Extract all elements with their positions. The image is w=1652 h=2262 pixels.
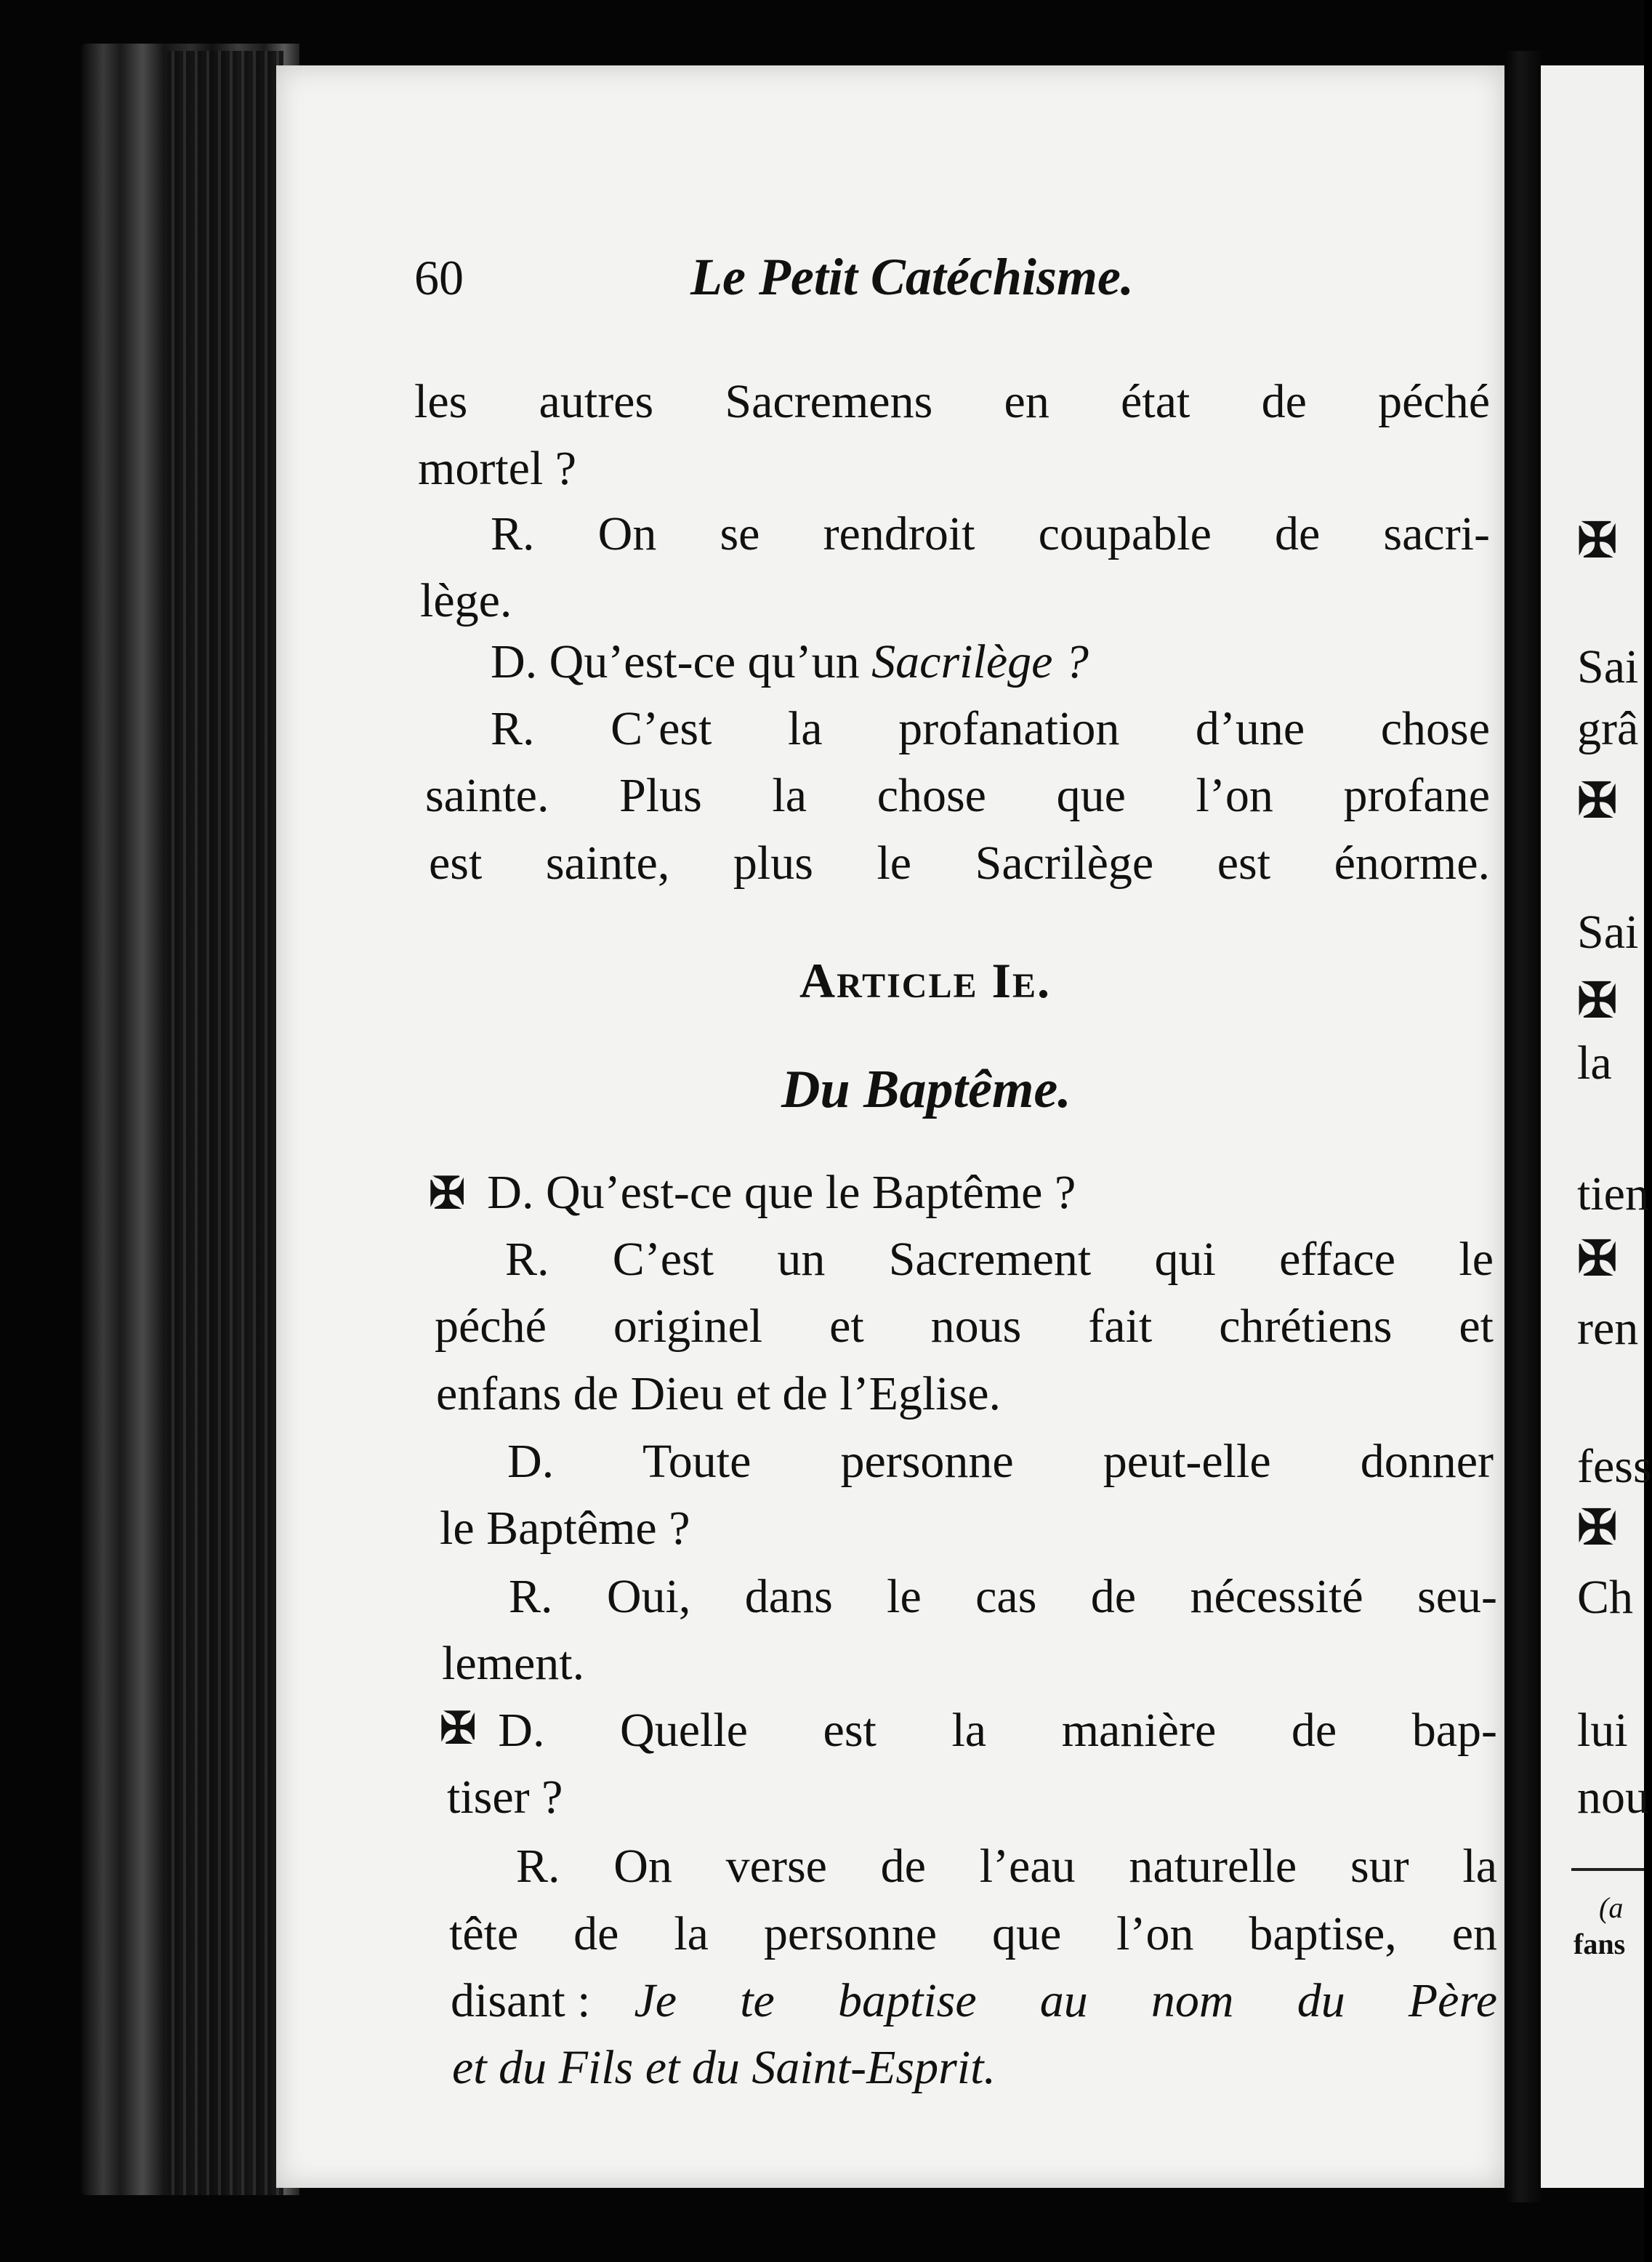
cross-icon: ✠ — [1577, 1502, 1618, 1555]
next-page-text: Sai — [1577, 906, 1639, 959]
question-line — [429, 1166, 1076, 1219]
cross-icon: ✠ — [1577, 975, 1618, 1028]
article-subheading: Du Baptême. — [781, 1060, 1071, 1119]
text-line: enfans de Dieu et de l’Eglise. — [436, 1367, 1002, 1420]
next-page-text: nou — [1577, 1771, 1649, 1824]
footnote-rule — [1571, 1868, 1644, 1871]
text-line: lement. — [442, 1637, 585, 1690]
book-gutter — [1506, 51, 1541, 2202]
text-line: péché originel et nous fait chrétiens et — [435, 1300, 1494, 1353]
text-line: sainte. Plus la chose que l’on profane — [425, 769, 1490, 822]
next-page-text: grâ — [1577, 702, 1639, 755]
article-heading: Article Ie. — [799, 953, 1051, 1008]
footnote-text: fans — [1574, 1928, 1626, 1960]
text-line: R. On se rendroit coupable de sacri- — [491, 507, 1490, 560]
text-line: R. C’est la profanation d’une chose — [491, 702, 1490, 755]
next-page-text: Ch — [1577, 1571, 1634, 1624]
cross-icon: ✠ — [1577, 1233, 1618, 1286]
text-line: tête de la personne que l’on baptise, en — [449, 1907, 1497, 1960]
next-page-text: tien — [1577, 1167, 1649, 1220]
page-number: 60 — [414, 250, 464, 305]
question-term: Sacrilège ? — [871, 635, 1089, 688]
next-page-text: la — [1577, 1037, 1612, 1090]
cross-icon: ✠ — [429, 1170, 466, 1217]
question-text: D. Quelle est la manière de bap- — [498, 1704, 1497, 1757]
next-page-text: lui — [1577, 1704, 1628, 1757]
text-line — [451, 1974, 1497, 2027]
text-line: mortel ? — [418, 442, 577, 495]
text-line: D. Toute personne peut-elle donner — [507, 1435, 1494, 1488]
cross-icon: ✠ — [1577, 515, 1618, 568]
running-title: Le Petit Catéchisme. — [690, 248, 1134, 306]
footnote-text: (a — [1599, 1891, 1624, 1924]
text-line: le Baptême ? — [440, 1502, 690, 1555]
cross-icon: ✠ — [440, 1704, 477, 1752]
question-line — [491, 635, 1089, 688]
page-stack-edges — [167, 51, 283, 2195]
text-line: les autres Sacremens en état de péché — [414, 375, 1490, 428]
text-line: R. On verse de l’eau naturelle sur la — [516, 1840, 1497, 1893]
text-line: R. C’est un Sacrement qui efface le — [505, 1233, 1494, 1286]
text-line: lège. — [420, 574, 512, 627]
next-page-text: ren — [1577, 1302, 1639, 1355]
question-text: D. Qu’est-ce qu’un — [491, 635, 860, 688]
text-line: R. Oui, dans le cas de nécessité seu- — [509, 1570, 1497, 1623]
text-line: tiser ? — [447, 1771, 563, 1824]
question-text: D. Qu’est-ce que le Baptême ? — [487, 1166, 1076, 1219]
baptism-formula: et du Fils et du Saint-Esprit. — [452, 2041, 996, 2094]
text-segment: disant : — [451, 1974, 591, 2027]
text-line: est sainte, plus le Sacrilège est énorme. — [429, 837, 1490, 890]
question-line — [440, 1704, 1497, 1757]
cross-icon: ✠ — [1577, 775, 1618, 828]
next-page-text: fess — [1577, 1440, 1652, 1493]
next-page-text: Sai — [1577, 640, 1639, 693]
baptism-formula: Je te baptise au nom du Père — [634, 1974, 1497, 2027]
